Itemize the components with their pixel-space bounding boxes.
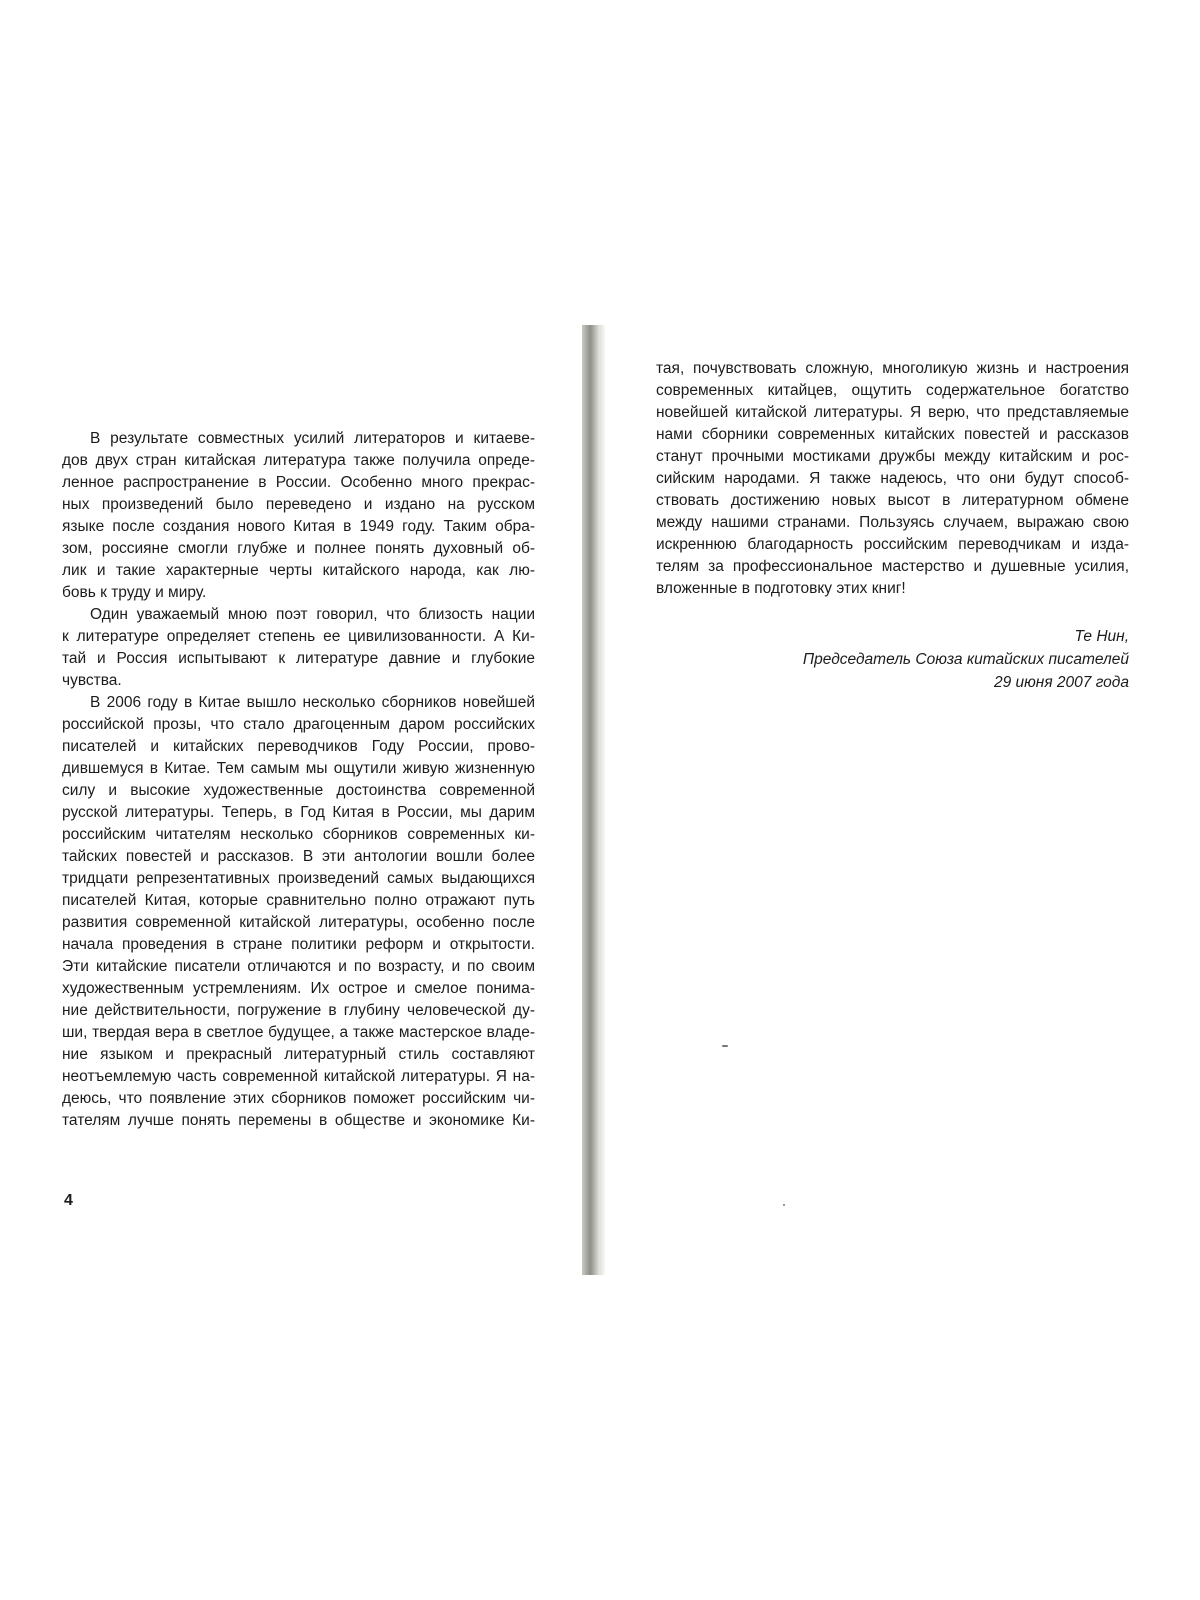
text-line: тая, почувствовать сложную, многоликую жизнь и настроения [656,360,1129,377]
text-line: писателей Китая, которые сравнительно полно отражают путь [62,892,535,909]
text-line: телям за профессиональное мастерство и душевные усилия, [656,558,1129,575]
text-line: дов двух стран китайская литература также получила опреде- [62,452,535,469]
text-line: российской прозы, что стало драгоценным даром российских [62,716,535,733]
text-line: неотъемлемую часть современной китайской литературы. Я на- [62,1068,535,1085]
text-line: дившемуся в Китае. Тем самым мы ощутили живую жизненную [62,760,535,777]
text-line: чувства. [62,672,122,689]
text-line: российским читателям несколько сборников современных ки- [62,826,535,843]
text-line: ных произведений было переведено и издано на русском [62,496,535,513]
signature-name: Те Нин, [1074,628,1129,645]
text-line: начала проведения в стране политики реформ и открытости. [62,936,535,953]
text-line: вложенные в подготовку этих книг! [656,580,906,597]
text-line: деюсь, что появление этих сборников поможет российским чи- [62,1090,535,1107]
signature-date: 29 июня 2007 года [993,674,1129,691]
text-line: бовь к труду и миру. [62,584,207,601]
text-line: сийским народами. Я также надеюсь, что они будут способ- [656,470,1129,487]
text-line: между нашими странами. Пользуясь случаем, выражаю свою [656,514,1129,531]
text-line: В 2006 году в Китае вышло несколько сборников новейшей [90,694,535,711]
text-line: ствовать достижению новых высот в литературном обмене [656,492,1129,509]
text-line: новейшей китайской литературы. Я верю, что представляемые [656,404,1129,421]
text-line: тридцати репрезентативных произведений самых выдающихся [62,870,535,887]
book-gutter [582,325,600,1275]
text-line: художественным устремлениям. Их острое и смелое понима- [62,980,535,997]
text-line: искреннюю благодарность российским переводчикам и изда- [656,536,1129,553]
text-line: развития современной китайской литературы, особенно после [62,914,535,931]
text-line: тай и Россия испытывают к литературе давние и глубокие [62,650,535,667]
text-line: нами сборники современных китайских повестей и рассказов [656,426,1129,443]
page-number: 4 [64,1192,73,1209]
text-line: В результате совместных усилий литераторов и китаеве- [90,430,535,447]
gutter-shadow [600,325,606,1275]
text-line: тателям лучше понять перемены в обществе и экономике Ки- [62,1112,535,1129]
text-line: Эти китайские писатели отличаются и по возрасту, и по своим [62,958,535,975]
text-line: силу и высокие художественные достоинства современной [62,782,535,799]
signature-position: Председатель Союза китайских писателей [802,651,1129,668]
text-line: ние действительности, погружение в глубину человеческой ду- [62,1002,535,1019]
signature-block [656,625,1129,694]
scan-speck [783,1204,785,1206]
text-line: станут прочными мостиками дружбы между китайским и рос- [656,448,1129,465]
text-line: ленное распространение в России. Особенно много прекрас- [62,474,535,491]
right-page-text [656,358,1129,600]
text-line: русской литературы. Теперь, в Год Китая в России, мы дарим [62,804,535,821]
text-line: к литературе определяет степень ее цивилизованности. А Ки- [62,628,535,645]
left-page-text [62,428,535,1132]
text-line: зом, россияне смогли глубже и полнее понять духовный об- [62,540,535,557]
scan-speck [722,1045,728,1047]
text-line: тайских повестей и рассказов. В эти антологии вошли более [62,848,535,865]
text-line: Один уважаемый мною поэт говорил, что близость нации [90,606,535,623]
text-line: лик и такие характерные черты китайского народа, как лю- [62,562,535,579]
text-line: современных китайцев, ощутить содержательное богатство [656,382,1129,399]
text-line: писателей и китайских переводчиков Году России, прово- [62,738,535,755]
text-line: ние языком и прекрасный литературный стиль составляют [62,1046,535,1063]
text-line: языке после создания нового Китая в 1949 году. Таким обра- [62,518,535,535]
text-line: ши, твердая вера в светлое будущее, а также мастерское владе- [62,1024,535,1041]
